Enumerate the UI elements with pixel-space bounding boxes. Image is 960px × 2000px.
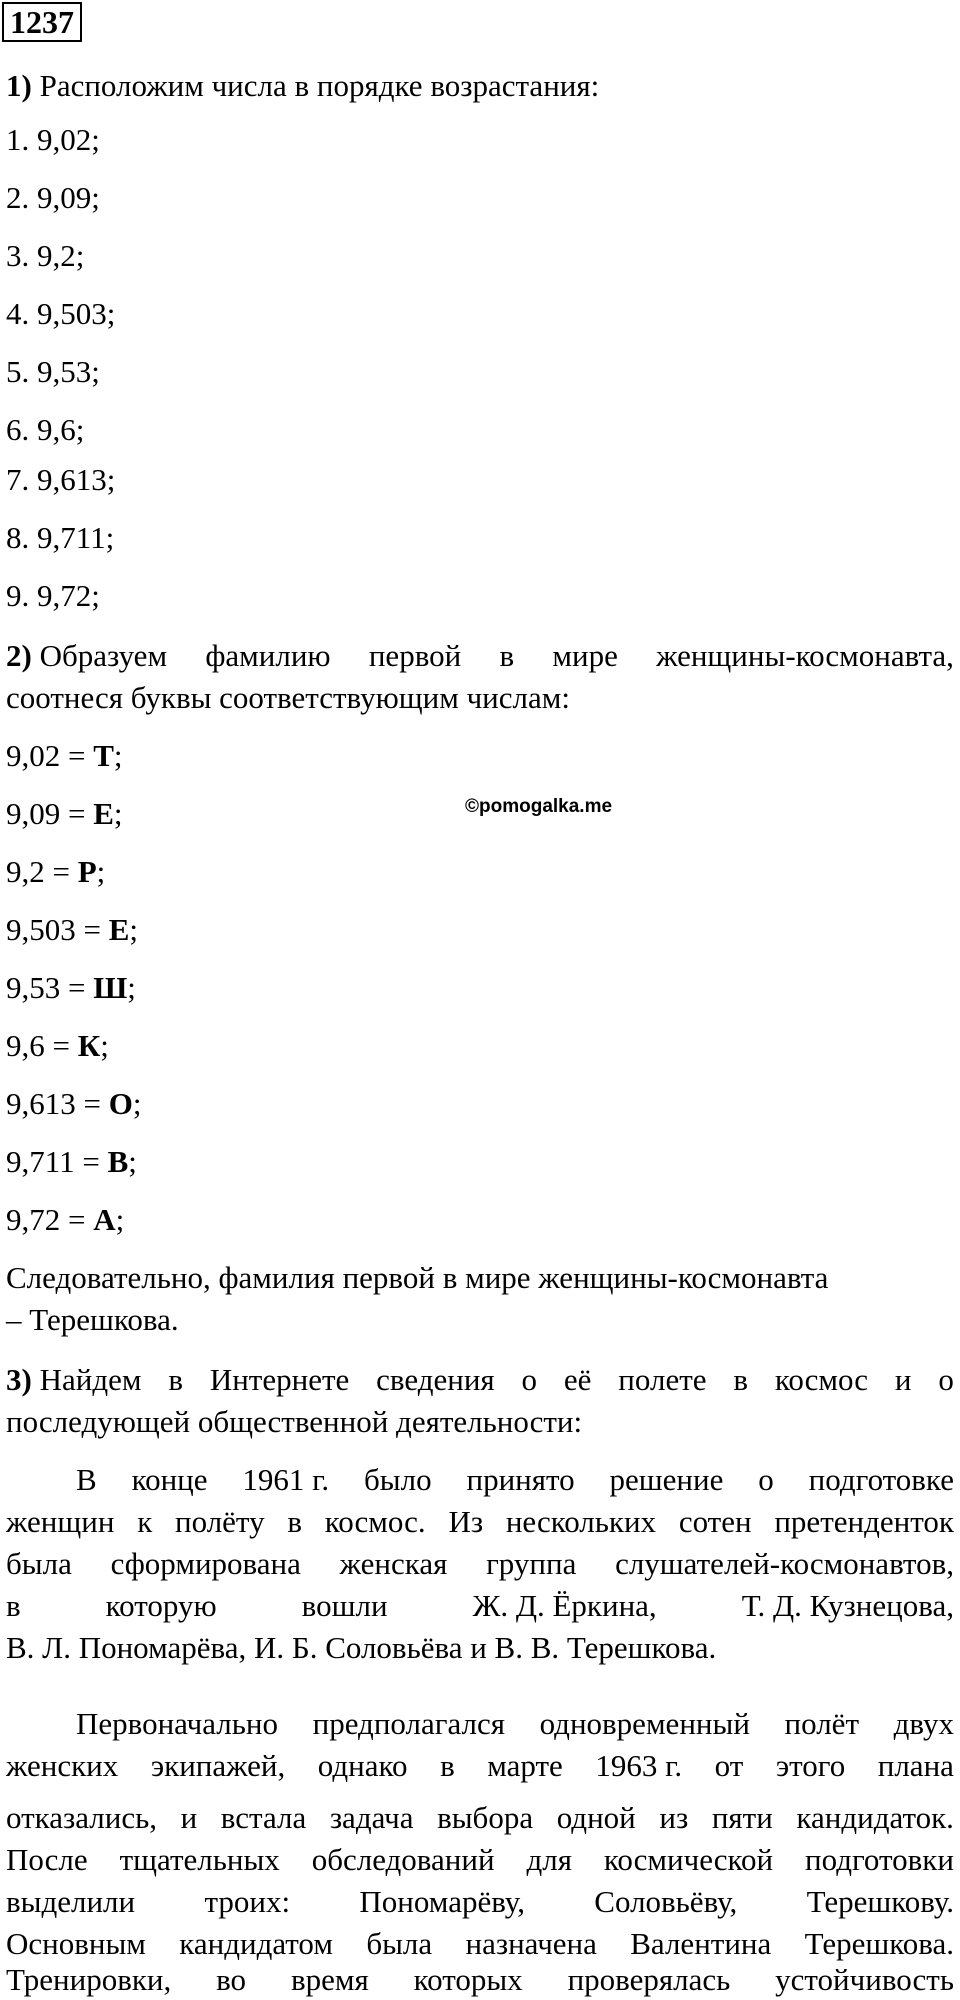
letter-pair: 9,503 = Е;: [6, 912, 139, 947]
part2-label: 2): [6, 638, 32, 673]
letter: В: [107, 1144, 129, 1179]
part2-intro-line1: [6, 638, 954, 674]
letter-pair: 9,2 = Р;: [6, 854, 106, 889]
letter-pair: 9,53 = Ш;: [6, 970, 136, 1005]
part2-word: женщины-космонавта,: [656, 638, 954, 673]
para1-line: в которую вошли Ж. Д. Ёркина, Т. Д. Кузнецова,: [6, 1588, 954, 1623]
part3-word: Интернете: [209, 1362, 350, 1397]
part3-word: о: [938, 1362, 954, 1397]
letter-pair: 9,09 = Е;: [6, 796, 123, 831]
letter: А: [93, 1202, 116, 1237]
ordered-item: 9. 9,72;: [6, 578, 100, 613]
part3-word: полете: [618, 1362, 707, 1397]
para1-line: В конце 1961 г. было принято решение о подготовке: [76, 1462, 954, 1497]
ordered-item: 5. 9,53;: [6, 354, 100, 389]
letter-pair: 9,711 = В;: [6, 1144, 137, 1179]
para2-line: женских экипажей, однако в марте 1963 г. от этого плана: [6, 1748, 954, 1783]
para2-line: отказались, и встала задача выбора одной из пяти кандидаток.: [6, 1800, 954, 1835]
para2-line: После тщательных обследований для космической подготовки: [6, 1842, 954, 1877]
para1-line: была сформирована женская группа слушателей-космонавтов,: [6, 1546, 954, 1581]
letter-pair: 9,6 = К;: [6, 1028, 109, 1063]
ordered-item: 6. 9,6;: [6, 412, 85, 447]
letter: Е: [108, 912, 130, 947]
part2-conclusion-line2: – Терешкова.: [6, 1302, 179, 1337]
part3-label: 3): [6, 1362, 32, 1397]
part1-label: 1): [6, 68, 32, 103]
para2-line: Первоначально предполагался одновременный полёт двух: [76, 1706, 954, 1741]
ordered-item: 7. 9,613;: [6, 462, 116, 497]
watermark: ©pomogalka.me: [465, 796, 613, 817]
part3-word: её: [563, 1362, 592, 1397]
ordered-item: 4. 9,503;: [6, 296, 116, 331]
part3-word: о: [521, 1362, 538, 1397]
ordered-item: 1. 9,02;: [6, 122, 100, 157]
para1-last-line: В. Л. Пономарёва, И. Б. Соловьёва и В. В. Терешкова.: [6, 1630, 717, 1665]
letter: Т: [93, 738, 114, 773]
part1-intro: Расположим числа в порядке возрастания:: [31, 68, 600, 103]
ordered-item: 3. 9,2;: [6, 238, 85, 273]
part2-intro-line2: соотнеся буквы соответствующим числам:: [6, 680, 570, 715]
letter: Е: [93, 796, 114, 831]
ordered-item: 2. 9,09;: [6, 180, 100, 215]
part3-word: космос: [774, 1362, 869, 1397]
para2-line: Основным кандидатом была назначена Валентина Терешкова.: [6, 1926, 954, 1961]
para2-line: выделили троих: Пономарёву, Соловьёву, Терешкову.: [6, 1884, 954, 1919]
part2-word: фамилию: [205, 638, 331, 673]
part3-word: и: [894, 1362, 912, 1397]
para1-line: женщин к полёту в космос. Из нескольких сотен претенденток: [6, 1504, 954, 1539]
part2-word: в: [499, 638, 515, 673]
part2-word: 2) Образуем: [6, 638, 168, 673]
letter: Ш: [93, 970, 128, 1005]
letter-pair: 9,02 = Т;: [6, 738, 123, 773]
part3-word: в: [168, 1362, 183, 1397]
part3-word: 3) Найдем: [6, 1362, 142, 1397]
para2-line: Тренировки, во время которых проверялась устойчивость: [6, 1962, 954, 1997]
letter: Р: [77, 854, 97, 889]
letter: О: [108, 1086, 133, 1121]
ordered-item: 8. 9,711;: [6, 520, 115, 555]
part1-heading: [6, 68, 599, 104]
letter-pair: 9,72 = А;: [6, 1202, 125, 1237]
letter: К: [77, 1028, 101, 1063]
part2-word: первой: [368, 638, 462, 673]
part3-word: сведения: [376, 1362, 495, 1397]
task-number-box: 1237: [2, 2, 82, 42]
part2-word: мире: [552, 638, 618, 673]
part3-intro-line1: [6, 1362, 954, 1398]
part3-word: в: [733, 1362, 749, 1397]
letter-pair: 9,613 = О;: [6, 1086, 142, 1121]
part2-conclusion-line1: Следовательно, фамилия первой в мире женщины-космонавта: [6, 1260, 829, 1295]
part3-intro-line2: последующей общественной деятельности:: [6, 1404, 583, 1439]
